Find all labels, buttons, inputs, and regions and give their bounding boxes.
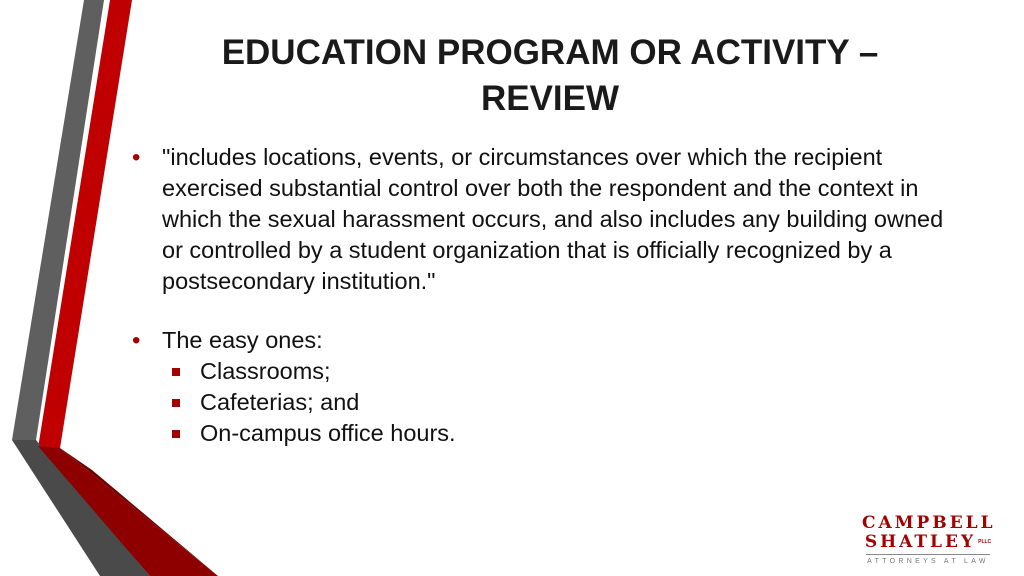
bullet-dot-icon: • xyxy=(132,144,141,171)
sub-bullet-text: On-campus office hours. xyxy=(200,420,456,446)
logo-divider xyxy=(866,554,990,555)
bullet-text: The easy ones: xyxy=(162,327,323,353)
bullet-list xyxy=(128,142,958,449)
logo-tagline: ATTORNEYS AT LAW xyxy=(867,558,989,565)
title-line-2: REVIEW xyxy=(480,79,620,118)
title-line-1: EDUCATION PROGRAM OR ACTIVITY – xyxy=(221,33,879,72)
logo-name-line-2-text: SHATLEY xyxy=(864,532,977,552)
sub-bullet-text: Cafeterias; and xyxy=(200,389,360,415)
bullet-definition xyxy=(128,142,958,297)
square-bullet-icon xyxy=(172,399,180,407)
sub-bullet-item xyxy=(162,356,958,387)
logo-name-line-2 xyxy=(862,533,994,552)
square-bullet-icon xyxy=(172,368,180,376)
logo-name-line-1: CAMPBELL xyxy=(862,513,996,533)
slide-title xyxy=(150,30,950,122)
bullet-text: "includes locations, events, or circumstances over which the recipient exercised substantial control over both the respondent and the context in which the sexual harassment occurs, and also includes any building owned or controlled by a student organization that is officially recognized by a postsecondary institution." xyxy=(162,144,944,294)
sub-bullet-list xyxy=(162,356,958,449)
sub-bullet-item xyxy=(162,418,958,449)
firm-logo xyxy=(862,514,994,566)
logo-pllc: PLLC xyxy=(978,539,992,545)
sub-bullet-item xyxy=(162,387,958,418)
square-bullet-icon xyxy=(172,430,180,438)
sub-bullet-text: Classrooms; xyxy=(200,358,331,384)
bullet-dot-icon: • xyxy=(132,327,141,354)
bullet-easy-ones xyxy=(128,325,958,449)
